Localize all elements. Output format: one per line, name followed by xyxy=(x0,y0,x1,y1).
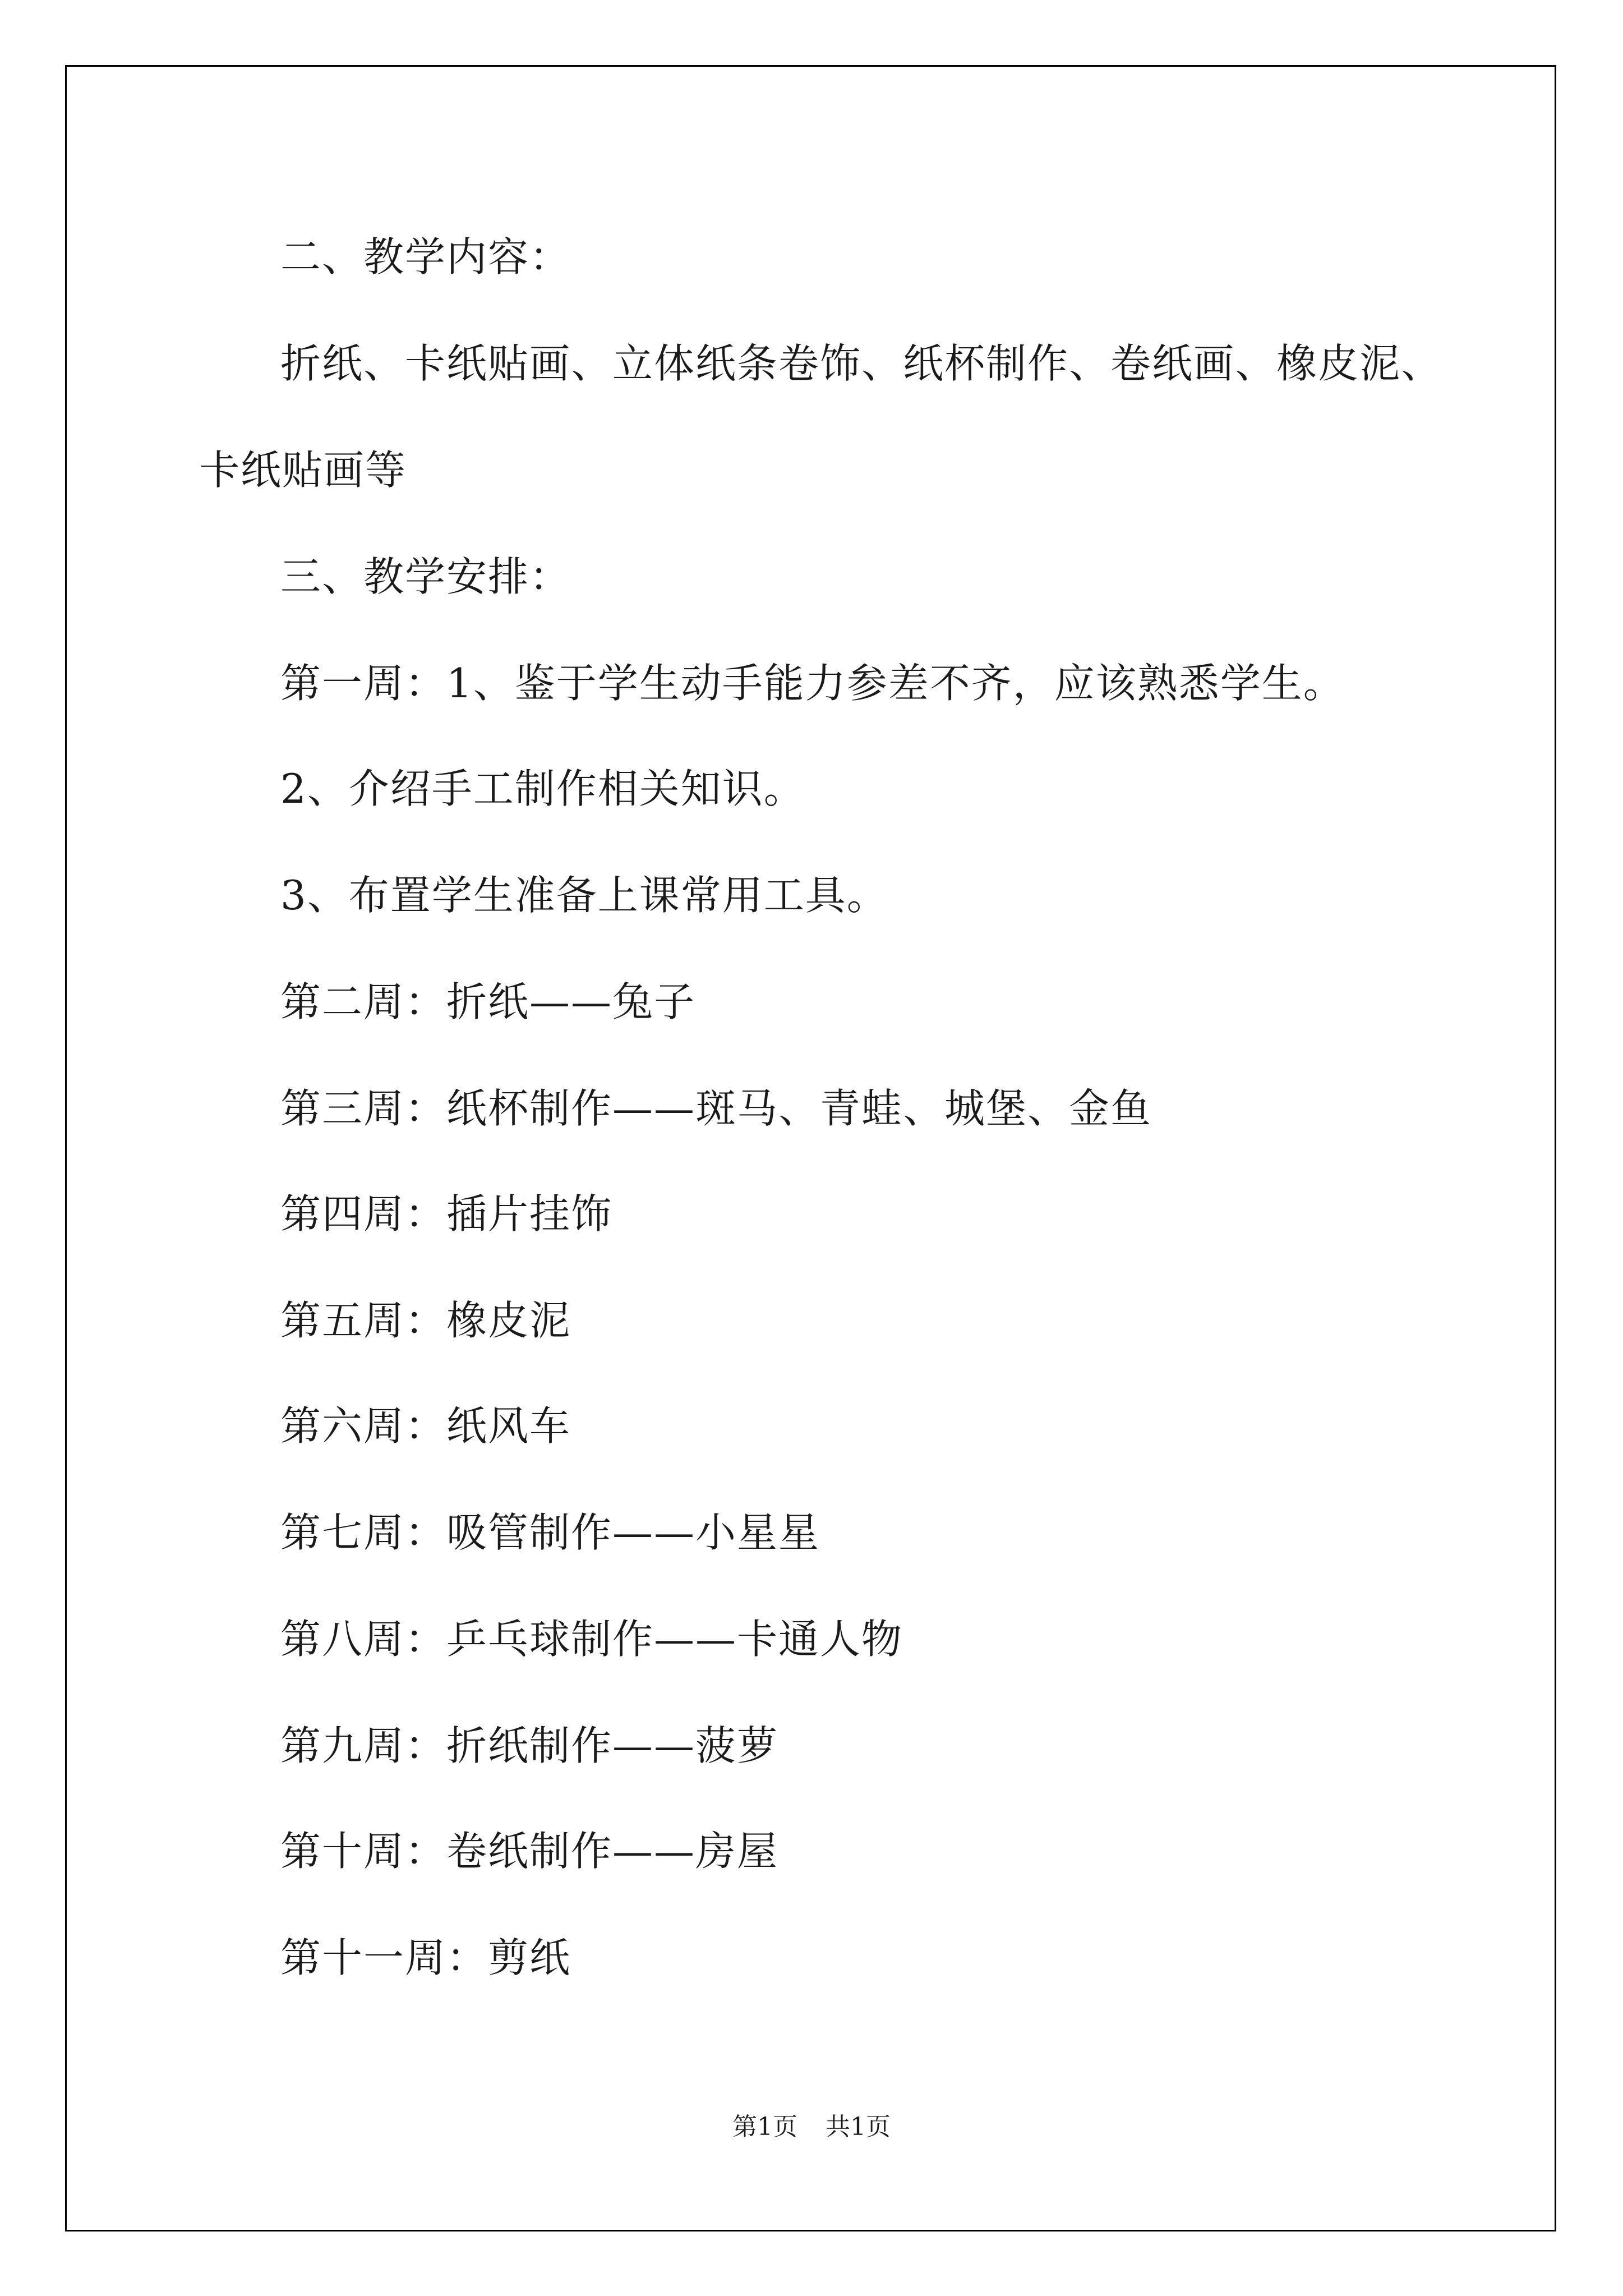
page-frame xyxy=(65,65,1556,2231)
schedule-item: 第一周：1、鉴于学生动手能力参差不齐，应该熟悉学生。 xyxy=(280,660,1345,707)
schedule-item: 2、介绍手工制作相关知识。 xyxy=(280,765,805,812)
paragraph-line: 卡纸贴画等 xyxy=(199,447,407,494)
page-number: 第1页 xyxy=(732,2113,797,2141)
schedule-item: 第三周：纸杯制作——斑马、青蛙、城堡、金鱼 xyxy=(280,1085,1152,1132)
schedule-item: 第二周：折纸——兔子 xyxy=(280,978,696,1025)
schedule-item: 第十一周：剪纸 xyxy=(280,1934,571,1981)
schedule-item: 第六周：纸风车 xyxy=(280,1402,571,1450)
page-footer xyxy=(0,2115,1623,2139)
schedule-item: 第五周：橡皮泥 xyxy=(280,1297,571,1344)
paragraph-line: 折纸、卡纸贴画、立体纸条卷饰、纸杯制作、卷纸画、橡皮泥、 xyxy=(280,340,1443,387)
schedule-item: 第八周：乒乓球制作——卡通人物 xyxy=(280,1616,903,1663)
schedule-item: 第四周：插片挂饰 xyxy=(280,1190,613,1237)
schedule-item: 3、布置学生准备上课常用工具。 xyxy=(280,872,888,919)
section-heading-schedule: 三、教学安排： xyxy=(280,553,571,600)
section-heading-content: 二、教学内容： xyxy=(280,233,571,280)
schedule-item: 第十周：卷纸制作——房屋 xyxy=(280,1828,779,1875)
schedule-item: 第七周：吸管制作——小星星 xyxy=(280,1509,820,1556)
page-total: 共1页 xyxy=(826,2113,891,2141)
schedule-item: 第九周：折纸制作——菠萝 xyxy=(280,1722,779,1769)
